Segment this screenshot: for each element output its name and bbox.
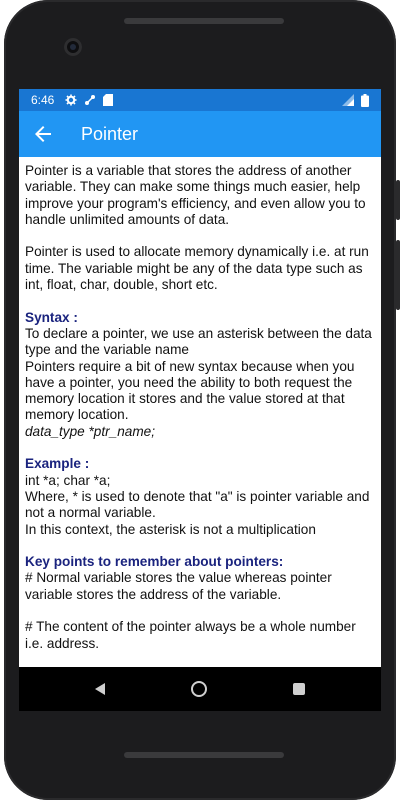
page-title: Pointer: [81, 124, 139, 144]
status-bar: [19, 89, 381, 111]
syntax-text-2: Pointers require a bit of new syntax because when you have a pointer, you need the ability to both request the memory location it stores and the value stored at that memory location.: [25, 358, 355, 423]
key-point-1: # Normal variable stores the value whereas pointer variable stores the address of the variable.: [25, 570, 332, 602]
example-text-2: In this context, the asterisk is not a multiplication: [25, 521, 316, 537]
sd-card-icon: [101, 93, 115, 107]
screen: [19, 89, 381, 711]
example-section: [25, 456, 375, 537]
bottom-speaker: [124, 752, 284, 758]
example-heading: Example :: [25, 456, 90, 472]
key-points-section: [25, 554, 375, 603]
article-content: [19, 157, 381, 667]
volume-button: [396, 240, 400, 310]
syntax-code: data_type *ptr_name;: [25, 423, 155, 439]
battery-icon: [358, 93, 372, 107]
syntax-section: [25, 310, 375, 440]
arrow-back-icon[interactable]: [31, 122, 55, 146]
app-bar: [19, 111, 381, 157]
power-button: [396, 180, 400, 220]
nav-back-icon[interactable]: [93, 682, 107, 696]
status-time: 6:46: [31, 93, 55, 107]
syntax-heading: Syntax :: [25, 309, 78, 325]
front-camera: [64, 38, 82, 56]
signal-icon: [341, 93, 355, 107]
location-icon: [83, 93, 97, 107]
nav-home-icon[interactable]: [191, 681, 207, 697]
syntax-text-1: To declare a pointer, we use an asterisk between the data type and the variable name: [25, 325, 372, 358]
earpiece-speaker: [124, 18, 284, 24]
usage-paragraph: Pointer is used to allocate memory dynamically i.e. at run time. The variable might be any of the data type such as int, float, char, double, short etc.: [25, 244, 369, 293]
navigation-bar: [19, 667, 381, 711]
key-point-2: # The content of the pointer always be a whole number i.e. address.: [25, 619, 356, 651]
settings-icon: [64, 93, 78, 107]
example-code: int *a; char *a;: [25, 472, 111, 488]
key-points-heading: Key points to remember about pointers:: [25, 554, 284, 570]
nav-recents-icon[interactable]: [293, 683, 305, 695]
example-text-1: Where, * is used to denote that "a" is pointer variable and not a normal variable.: [25, 488, 370, 521]
intro-paragraph: Pointer is a variable that stores the address of another variable. They can make some things much easier, help improve your program's efficiency, and even allow you to handle unlimited amounts of data.: [25, 163, 366, 227]
